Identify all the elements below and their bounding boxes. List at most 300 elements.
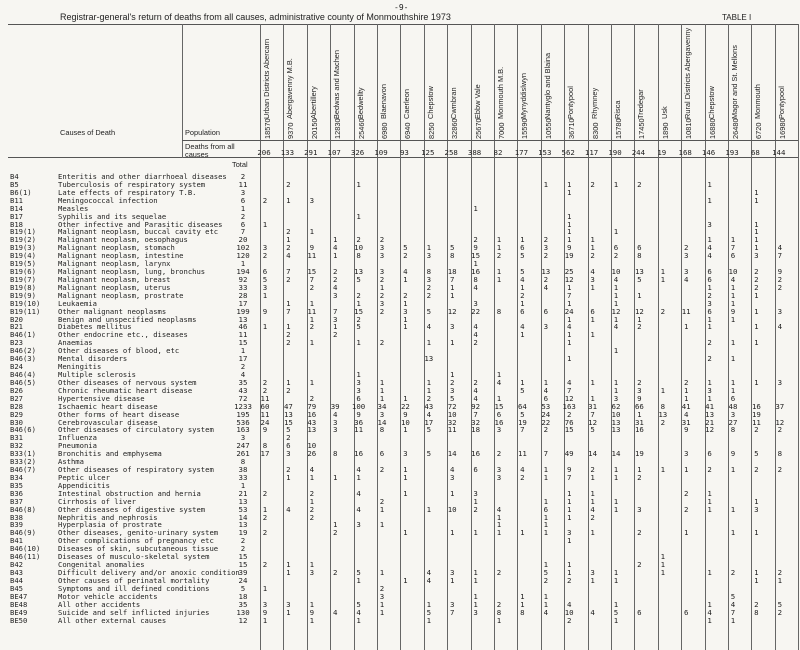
cause-description: Multiple sclerosis: [58, 370, 136, 379]
cause-code: B46(7): [10, 465, 36, 475]
cell-value: 2: [754, 274, 759, 284]
cell-value: 2: [754, 282, 759, 292]
cell-value: 18: [471, 425, 481, 435]
district-deaths: 146: [701, 148, 716, 157]
column-divider: [447, 24, 448, 650]
cell-value: 3: [496, 465, 502, 475]
cell-value: 3: [449, 472, 455, 482]
district-population: [356, 118, 367, 139]
cell-value: 6: [707, 267, 712, 277]
cell-value: 1: [356, 370, 361, 379]
cell-value: 1: [286, 607, 291, 617]
cell-value: 1: [473, 599, 478, 609]
cause-description: Malignant neoplasm, prostrate: [58, 290, 184, 300]
cell-value: 1: [496, 370, 502, 379]
cell-value: 43: [307, 417, 317, 427]
cell-value: 1: [496, 267, 502, 277]
cause-description: Other diseases of circulatory system: [58, 425, 214, 435]
cell-value: 8: [637, 251, 642, 261]
cell-value: 1: [496, 615, 502, 625]
cause-total: 17: [238, 298, 248, 308]
district-heading: [659, 106, 670, 119]
cell-value: 1: [520, 591, 525, 601]
cell-value: 3: [754, 251, 759, 261]
cell-value: 9: [403, 409, 408, 419]
cell-value: 18: [447, 267, 457, 277]
cell-value: 15: [283, 417, 293, 427]
cause-code: B46(3): [10, 354, 36, 364]
cause-code: B6(1): [10, 187, 32, 197]
cell-value: 10: [307, 441, 317, 451]
cell-value: 13: [307, 425, 317, 435]
cell-value: 2: [262, 560, 268, 570]
cause-total: 2: [240, 211, 246, 221]
cell-value: 60: [260, 401, 270, 411]
population-value: 26480: [731, 118, 740, 139]
cell-value: 2: [286, 385, 291, 395]
cause-code: B45: [10, 583, 23, 593]
cause-total: 194: [236, 267, 250, 277]
cell-value: 2: [590, 465, 595, 475]
cell-value: 6: [707, 449, 712, 459]
district-population: [333, 118, 343, 139]
district-population: [450, 118, 460, 139]
cell-value: 6: [613, 243, 619, 253]
cell-value: 3: [332, 314, 338, 324]
cell-value: 5: [520, 409, 525, 419]
cell-value: 6: [543, 306, 549, 316]
cell-value: 22: [471, 306, 481, 316]
cell-value: 7: [566, 385, 572, 395]
district-deaths: 68: [750, 148, 760, 157]
cell-value: 1: [613, 465, 619, 475]
cause-code: B46(6): [10, 425, 36, 435]
cause-code: B19(10): [10, 298, 41, 308]
cell-value: 1: [543, 512, 549, 522]
district-name: Chepstow: [706, 86, 716, 119]
cell-value: 31: [588, 401, 598, 411]
cause-description: Congenital anomalies: [58, 560, 145, 570]
cell-value: 1: [543, 591, 549, 601]
cause-code: BE50: [10, 615, 28, 625]
cell-value: 1: [426, 377, 432, 387]
cell-value: 12: [447, 306, 457, 316]
cell-value: 2: [613, 251, 619, 261]
district-population: [473, 118, 484, 139]
cause-code: B38: [10, 512, 23, 522]
cause-description: Other diseases, genito-urinary system: [58, 528, 219, 538]
cell-value: 1: [730, 235, 736, 245]
cause-code: B19(11): [10, 306, 41, 316]
cause-code: B27: [10, 393, 23, 403]
cell-value: 3: [426, 274, 432, 284]
cause-total: 5: [240, 583, 246, 593]
cell-value: 2: [286, 179, 291, 189]
cell-value: 1: [590, 243, 595, 253]
cause-code: B19(8): [10, 282, 36, 292]
cause-code: BE47: [10, 591, 28, 601]
cell-value: 2: [309, 322, 315, 332]
cell-value: 1: [403, 274, 408, 284]
population-value: 6940: [403, 122, 413, 139]
cause-total: 11: [238, 179, 248, 189]
cell-value: 2: [777, 282, 783, 292]
cell-value: 3: [403, 449, 408, 459]
cell-value: 1: [473, 528, 478, 538]
cell-value: 1: [403, 488, 408, 498]
cause-code: B11: [10, 195, 23, 205]
cell-value: 3: [379, 298, 385, 308]
cause-total: 247: [236, 441, 250, 451]
cell-value: 4: [707, 243, 712, 253]
column-divider: [705, 24, 706, 650]
cell-value: 1: [496, 243, 502, 253]
cause-description: Mental disorders: [58, 354, 128, 364]
cell-value: 6: [683, 607, 689, 617]
cell-value: 2: [403, 251, 408, 261]
cell-value: 3: [356, 385, 361, 395]
header-rule: [8, 157, 798, 158]
cell-value: 9: [566, 465, 572, 475]
cell-value: 5: [356, 322, 361, 332]
cell-value: 24: [541, 409, 551, 419]
cell-value: 1: [590, 377, 595, 387]
cell-value: 7: [286, 306, 291, 316]
population-value: 6720: [754, 122, 764, 139]
cell-value: 2: [683, 377, 689, 387]
cause-total: 53: [238, 504, 248, 514]
cell-value: 1: [520, 528, 525, 538]
cell-value: 4: [356, 607, 361, 617]
cause-code: B23: [10, 338, 23, 348]
cell-value: 36: [354, 417, 364, 427]
cause-code: B46(1): [10, 330, 36, 340]
cell-value: 12: [775, 417, 785, 427]
cell-value: 1: [707, 377, 712, 387]
cell-value: 2: [262, 377, 268, 387]
cell-value: 5: [613, 607, 619, 617]
cell-value: 4: [730, 599, 736, 609]
cell-value: 8: [356, 251, 361, 261]
cell-value: 8: [730, 425, 736, 435]
cell-value: 2: [332, 528, 338, 538]
cell-value: 3: [449, 568, 455, 577]
cause-description: Ischaemic heart disease: [58, 401, 158, 411]
cell-value: 1: [403, 465, 408, 475]
cell-value: 79: [307, 401, 317, 411]
column-divider: [354, 24, 355, 650]
population-value: 12830: [333, 118, 343, 139]
district-name: Monmouth: [753, 84, 763, 119]
cell-value: 1: [613, 599, 619, 609]
cell-value: 2: [286, 274, 291, 284]
cell-value: 39: [330, 401, 340, 411]
cell-value: 1: [309, 472, 315, 482]
district-name: Chepstow: [425, 86, 435, 119]
cell-value: 1: [449, 575, 455, 585]
cell-value: 6: [543, 504, 549, 514]
cell-value: 14: [447, 449, 457, 459]
cell-value: 3: [332, 290, 338, 300]
cause-total: 2: [240, 172, 246, 181]
district-deaths: 177: [514, 148, 529, 157]
column-divider: [400, 24, 401, 650]
cell-value: 3: [262, 282, 268, 292]
district-deaths: 388: [467, 148, 482, 157]
cause-code: B14: [10, 203, 23, 213]
cell-value: 4: [590, 607, 595, 617]
cell-value: 1: [754, 219, 759, 229]
cell-value: 4: [543, 282, 549, 292]
cell-value: 2: [403, 290, 408, 300]
cell-value: 1: [660, 560, 666, 570]
cell-value: 11: [354, 425, 364, 435]
cell-value: 9: [473, 243, 478, 253]
cell-value: 9: [730, 306, 736, 316]
cause-code: B35: [10, 480, 23, 490]
cell-value: 4: [683, 274, 689, 284]
cell-value: 1: [754, 227, 759, 237]
cell-value: 1: [613, 314, 619, 324]
cell-value: 1: [426, 599, 432, 609]
cell-value: 6: [473, 465, 478, 475]
cell-value: 1: [426, 504, 432, 514]
cause-total: 18: [238, 591, 248, 601]
cell-value: 1: [730, 282, 736, 292]
cell-value: 1: [590, 472, 595, 482]
cell-value: 12: [588, 417, 598, 427]
cell-value: 3: [590, 568, 595, 577]
cell-value: 6: [496, 409, 502, 419]
cell-value: 72: [447, 401, 457, 411]
cell-value: 1: [730, 377, 736, 387]
cell-value: 1: [449, 282, 455, 292]
cell-value: 1: [566, 219, 572, 229]
cause-code: B43: [10, 568, 23, 577]
cell-value: 1: [566, 282, 572, 292]
cell-value: 1: [286, 568, 291, 577]
cause-total: 1: [240, 203, 246, 213]
cell-value: 1: [496, 274, 502, 284]
cell-value: 1: [566, 298, 572, 308]
cell-value: 1: [566, 338, 572, 348]
cell-value: 1: [262, 504, 268, 514]
cell-value: 4: [332, 607, 338, 617]
cell-value: 4: [332, 282, 338, 292]
cell-value: 2: [286, 433, 291, 443]
cell-value: 1: [426, 243, 432, 253]
cell-value: 1: [683, 322, 689, 332]
cause-total: 195: [236, 409, 250, 419]
cell-value: 1: [660, 267, 666, 277]
cell-value: 1: [754, 338, 759, 348]
district-name: Bedwellty: [355, 87, 365, 119]
cell-value: 5: [449, 393, 455, 403]
district-population: [309, 118, 320, 139]
district-heading: [425, 86, 436, 119]
cell-value: 13: [611, 425, 621, 435]
cell-value: 7: [449, 607, 455, 617]
cell-value: 1: [566, 211, 572, 221]
cell-value: 7: [566, 472, 572, 482]
cell-value: 1: [637, 409, 642, 419]
cell-value: 9: [730, 449, 736, 459]
district-name: Usk: [659, 106, 669, 119]
cell-value: 16: [307, 409, 317, 419]
cell-value: 7: [566, 290, 572, 300]
cell-value: 1: [520, 282, 525, 292]
cell-value: 8: [496, 607, 502, 617]
district-population: [684, 118, 694, 139]
cause-total: 46: [238, 322, 248, 332]
cell-value: 1: [543, 560, 549, 570]
cell-value: 5: [356, 568, 361, 577]
cell-value: 3: [356, 520, 361, 530]
cell-value: 1: [707, 195, 712, 205]
cell-value: 7: [730, 607, 736, 617]
cell-value: 1: [730, 298, 736, 308]
cell-value: 2: [637, 472, 642, 482]
cell-value: 5: [777, 599, 783, 609]
cell-value: 1: [286, 377, 291, 387]
cell-value: 1: [403, 575, 408, 585]
cell-value: 11: [751, 417, 761, 427]
cell-value: 1: [520, 599, 525, 609]
cell-value: 2: [707, 354, 712, 364]
cause-code: B46(10): [10, 544, 41, 554]
cell-value: 1: [730, 465, 736, 475]
cell-value: 7: [590, 409, 595, 419]
page-number: -9-: [394, 3, 409, 12]
cell-value: 19: [517, 417, 527, 427]
cause-total: 43: [238, 385, 248, 395]
cell-value: 1: [754, 243, 759, 253]
cell-value: 2: [379, 338, 385, 348]
cell-value: 3: [262, 599, 268, 609]
cell-value: 2: [286, 338, 291, 348]
population-value: 8300: [590, 122, 600, 139]
cell-value: 1: [754, 290, 759, 300]
cell-value: 19: [634, 449, 644, 459]
cell-value: 9: [777, 267, 783, 277]
cell-value: 3: [777, 377, 783, 387]
cell-value: 1: [707, 615, 712, 625]
cell-value: 1: [473, 591, 478, 601]
cell-value: 4: [473, 322, 478, 332]
cell-value: 9: [356, 409, 361, 419]
cell-value: 2: [777, 607, 783, 617]
cell-value: 2: [356, 290, 361, 300]
population-value: 10810: [684, 118, 694, 139]
cell-value: 1: [309, 599, 315, 609]
cause-total: 163: [236, 425, 250, 435]
cell-value: 2: [754, 425, 759, 435]
cell-value: 14: [377, 417, 387, 427]
cell-value: 13: [611, 417, 621, 427]
cause-description: Malignant neoplasm, buccal cavity etc: [58, 227, 219, 237]
cell-value: 10: [354, 243, 364, 253]
cell-value: 2: [262, 385, 268, 395]
cell-value: 1: [707, 393, 712, 403]
cause-description: Syphilis and its sequelae: [58, 211, 167, 221]
cause-description: Other endocrine etc., diseases: [58, 330, 188, 340]
cause-description: Other infective and Parasitic diseases: [58, 219, 223, 229]
cell-value: 2: [379, 290, 385, 300]
cell-value: 11: [681, 306, 691, 316]
population-value: 18570: [263, 118, 272, 139]
cell-value: 10: [564, 607, 574, 617]
cell-value: 1: [379, 393, 385, 403]
population-label: Population: [185, 128, 220, 137]
cell-value: 3: [473, 607, 478, 617]
cell-value: 10: [728, 267, 738, 277]
cause-code: B19(9): [10, 290, 36, 300]
cell-value: 12: [564, 393, 574, 403]
population-rule: [182, 140, 798, 141]
cell-value: 2: [379, 235, 385, 245]
cell-value: 1: [356, 615, 361, 625]
cell-value: 1: [520, 298, 525, 308]
district-name: Urban Districts Abercarn: [262, 38, 271, 119]
cell-value: 4: [449, 465, 455, 475]
cell-value: 8: [426, 267, 432, 277]
cell-value: 17: [260, 449, 270, 459]
cell-value: 2: [309, 504, 315, 514]
cell-value: 2: [590, 251, 595, 261]
cell-value: 1: [613, 282, 619, 292]
cause-total: 15: [238, 338, 248, 348]
cell-value: 1: [262, 219, 268, 229]
cause-code: B36: [10, 488, 23, 498]
cell-value: 1: [660, 568, 666, 577]
cause-total: 11: [238, 330, 248, 340]
cell-value: 1: [449, 338, 455, 348]
cell-value: 2: [754, 465, 759, 475]
cell-value: 2: [496, 599, 502, 609]
cell-value: 1: [754, 195, 759, 205]
column-divider: [377, 24, 378, 650]
cell-value: 1: [660, 385, 666, 395]
cell-value: 1: [403, 322, 408, 332]
cell-value: 1: [449, 488, 455, 498]
cell-value: 1: [707, 568, 712, 577]
cell-value: 2: [496, 251, 502, 261]
cell-value: 1: [543, 528, 549, 538]
cell-value: 3: [379, 409, 385, 419]
cell-value: 1: [426, 385, 432, 395]
cell-value: 1: [286, 322, 291, 332]
cell-value: 8: [777, 449, 783, 459]
cell-value: 2: [566, 575, 572, 585]
cell-value: 1: [449, 370, 455, 379]
district-deaths: 133: [280, 148, 295, 157]
cell-value: 5: [403, 243, 408, 253]
cell-value: 1: [613, 472, 619, 482]
cell-value: 1: [683, 393, 689, 403]
cell-value: 17: [424, 417, 434, 427]
cell-value: 4: [590, 267, 595, 277]
cause-description: Benign and unspecified neoplasms: [58, 314, 197, 324]
cell-value: 9: [309, 243, 315, 253]
cause-description: Peptic ulcer: [58, 472, 110, 482]
cell-value: 1: [566, 536, 572, 546]
cell-value: 9: [262, 306, 268, 316]
cause-total: 28: [238, 290, 248, 300]
cell-value: 2: [426, 290, 432, 300]
cell-value: 2: [332, 267, 338, 277]
cell-value: 5: [637, 274, 642, 284]
cell-value: 11: [447, 425, 457, 435]
